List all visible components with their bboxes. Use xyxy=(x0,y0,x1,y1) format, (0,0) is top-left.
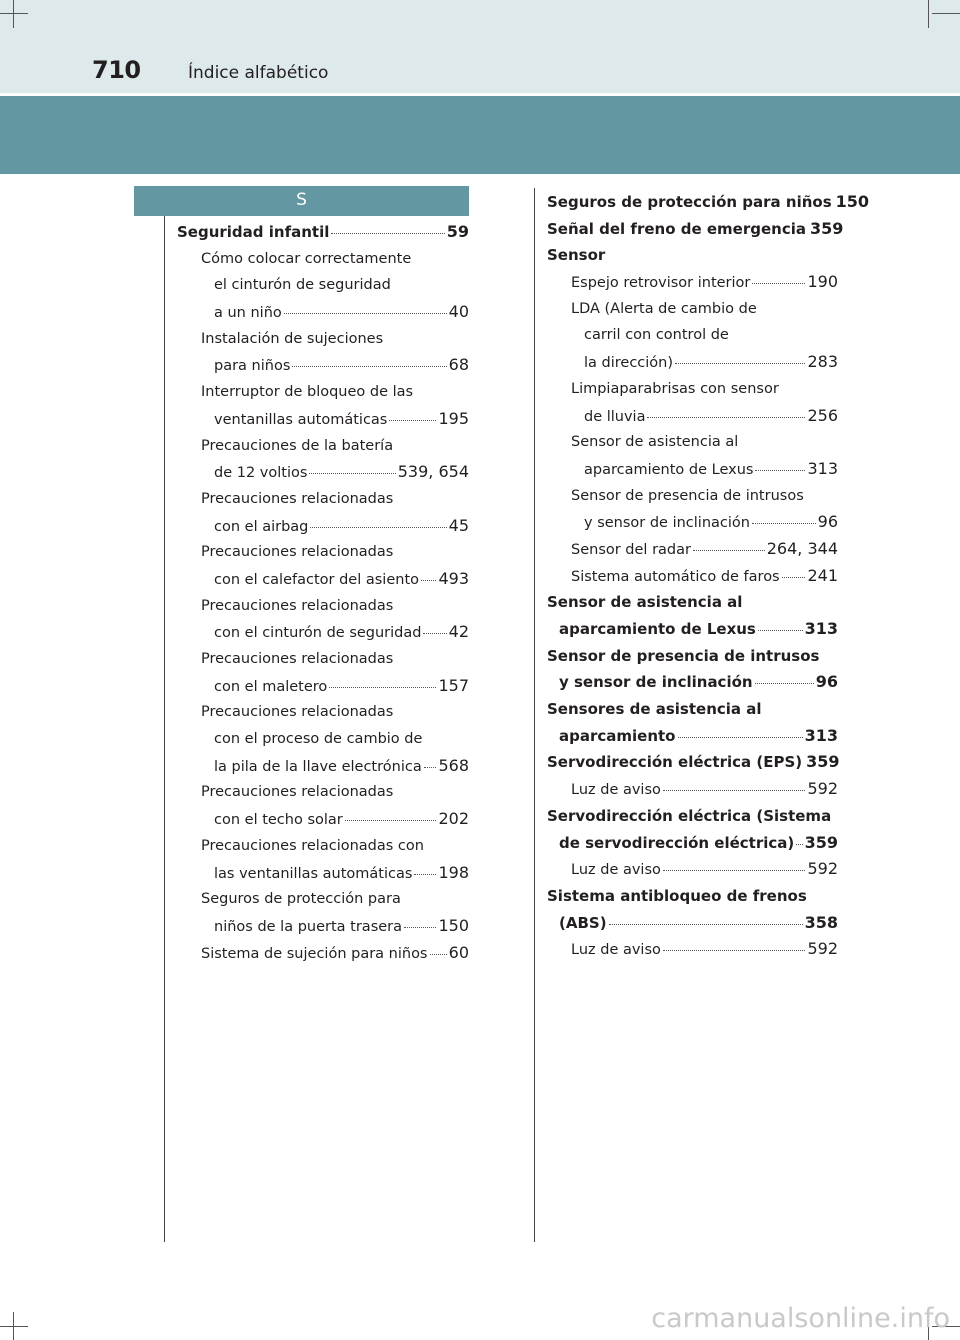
index-entry xyxy=(547,376,838,403)
index-entry-text: Luz de aviso xyxy=(571,782,661,799)
index-entry-text: Precauciones relacionadas xyxy=(201,544,394,561)
index-entry-page: 256 xyxy=(807,405,838,425)
dot-leader xyxy=(663,949,806,951)
dot-leader xyxy=(421,579,436,581)
index-entry xyxy=(547,189,870,216)
index-entry-text: Sistema automático de faros xyxy=(571,568,780,585)
index-entry xyxy=(177,726,469,753)
index-entry xyxy=(547,643,838,670)
index-entry-page: 493 xyxy=(438,568,469,588)
index-entry-page: 195 xyxy=(438,408,469,428)
index-entry-page: 359 xyxy=(809,218,844,238)
index-entry-text: de lluvia xyxy=(584,408,646,425)
index-entry-text: niños de la puerta trasera xyxy=(214,918,403,935)
index-entry-page: 190 xyxy=(807,272,838,292)
index-entry-page: 45 xyxy=(448,515,469,535)
index-entry-page: 313 xyxy=(804,619,838,638)
index-entry-text: Servodirección eléctrica (EPS) xyxy=(547,753,803,772)
section-letter-tab: S xyxy=(134,186,469,216)
index-column-left xyxy=(177,219,469,966)
index-entry-page: 42 xyxy=(448,622,469,642)
index-entry-text: Luz de aviso xyxy=(571,862,661,879)
index-entry-text: y sensor de inclinación xyxy=(559,673,753,692)
dot-leader xyxy=(675,362,805,364)
dot-leader xyxy=(663,869,806,871)
index-entry xyxy=(547,296,838,323)
index-entry-page: 150 xyxy=(438,915,469,935)
index-entry xyxy=(177,486,469,513)
index-entry xyxy=(547,216,844,243)
dot-leader xyxy=(414,873,436,875)
index-entry-text: ventanillas automáticas xyxy=(214,411,388,428)
index-entry xyxy=(177,753,469,780)
index-entry xyxy=(547,910,838,937)
index-entry xyxy=(177,459,469,486)
index-entry-page: 264, 344 xyxy=(766,538,838,558)
index-entry-page: 313 xyxy=(807,458,838,478)
index-entry-page: 40 xyxy=(448,302,469,322)
index-entry-text: Precauciones relacionadas xyxy=(201,651,394,667)
dot-leader xyxy=(430,953,447,955)
dot-leader xyxy=(758,629,803,631)
dot-leader xyxy=(755,469,805,471)
index-entry-text: con el maletero xyxy=(214,678,328,695)
index-entry-page: 157 xyxy=(438,675,469,695)
index-entry xyxy=(547,856,838,883)
index-entry-text: aparcamiento xyxy=(559,726,676,745)
index-entry-page: 592 xyxy=(807,779,838,799)
dot-leader xyxy=(796,843,802,845)
index-entry xyxy=(547,536,838,563)
crop-mark xyxy=(13,0,14,28)
index-entry-text: Precauciones de la batería xyxy=(201,437,394,454)
index-entry xyxy=(547,830,838,857)
index-entry-page: 592 xyxy=(807,939,838,959)
index-entry xyxy=(177,913,469,940)
index-entry xyxy=(177,593,469,620)
index-entry-text: Precauciones relacionadas xyxy=(201,704,394,721)
index-entry-text: Interruptor de bloqueo de las xyxy=(201,384,414,401)
index-entry xyxy=(547,803,838,830)
dot-leader xyxy=(423,632,446,634)
index-entry xyxy=(177,806,469,833)
index-entry xyxy=(177,833,469,860)
crop-mark xyxy=(928,0,929,28)
index-entry xyxy=(177,673,469,700)
index-entry xyxy=(547,429,838,456)
dot-leader xyxy=(404,926,436,928)
index-entry-page: 568 xyxy=(438,755,469,775)
index-entry xyxy=(547,936,838,963)
index-entry-text: la dirección) xyxy=(584,355,674,372)
dot-leader xyxy=(782,576,806,578)
dot-leader xyxy=(329,686,436,688)
index-entry-text: el cinturón de seguridad xyxy=(214,277,391,294)
index-entry-text: LDA (Alerta de cambio de xyxy=(571,300,757,317)
index-entry-page: 313 xyxy=(804,725,838,745)
dot-leader xyxy=(755,682,814,684)
index-entry xyxy=(177,513,469,540)
index-entry-page: 283 xyxy=(807,352,838,372)
index-entry xyxy=(177,860,469,887)
index-entry-text: aparcamiento de Lexus xyxy=(584,461,754,478)
index-entry xyxy=(547,403,838,430)
index-entry-text: con el calefactor del asiento xyxy=(214,571,419,588)
dot-leader xyxy=(752,522,816,524)
index-entry-text: Precauciones relacionadas xyxy=(201,490,394,507)
dot-leader xyxy=(309,472,395,474)
index-entry xyxy=(177,272,469,299)
index-entry-text: aparcamiento de Lexus xyxy=(559,620,756,638)
index-entry-text: Seguros de protección para xyxy=(201,891,401,908)
index-entry-page: 59 xyxy=(446,222,469,241)
index-column-right xyxy=(547,189,870,963)
index-entry xyxy=(177,646,469,673)
index-entry xyxy=(177,379,469,406)
crop-mark xyxy=(932,13,960,14)
left-column-rule xyxy=(164,216,165,1242)
dot-leader xyxy=(345,819,437,821)
index-entry-text: para niños xyxy=(214,358,291,375)
index-entry-text: Señal del freno de emergencia xyxy=(547,219,806,238)
index-entry-text: a un niño xyxy=(214,305,282,322)
index-entry-text: Servodirección eléctrica (Sistema xyxy=(547,806,832,825)
index-entry xyxy=(547,349,838,376)
index-entry-text: Sistema de sujeción para niños xyxy=(201,945,428,962)
page-header xyxy=(0,0,960,93)
index-entry-text: Limpiaparabrisas con sensor xyxy=(571,380,779,397)
index-entry-text: Sensor de presencia de intrusos xyxy=(571,487,804,504)
index-entry-text: de 12 voltios xyxy=(214,465,308,482)
page-number: 710 xyxy=(92,56,141,84)
index-entry-text: Sensores de asistencia al xyxy=(547,700,762,719)
index-entry xyxy=(547,723,838,750)
dot-leader xyxy=(647,416,805,418)
index-entry xyxy=(547,696,838,723)
index-entry-text: con el proceso de cambio de xyxy=(214,731,423,748)
index-entry xyxy=(547,669,838,696)
index-entry-text: de servodirección eléctrica) xyxy=(559,833,795,852)
index-entry-text: las ventanillas automáticas xyxy=(214,865,413,882)
index-entry xyxy=(177,566,469,593)
index-entry-text: con el cinturón de seguridad xyxy=(214,625,422,642)
index-entry-text: Cómo colocar correctamente xyxy=(201,250,412,267)
index-entry-page: 96 xyxy=(815,672,838,692)
index-entry xyxy=(177,779,469,806)
index-entry xyxy=(547,776,838,803)
index-entry xyxy=(547,749,838,776)
header-banner xyxy=(0,96,960,174)
dot-leader xyxy=(310,526,446,528)
index-entry-page: 359 xyxy=(806,752,840,772)
index-entry xyxy=(547,456,838,483)
dot-leader xyxy=(292,365,446,367)
index-entry xyxy=(177,246,469,273)
index-entry xyxy=(547,509,838,536)
index-entry xyxy=(547,483,838,510)
index-entry xyxy=(547,589,838,616)
index-entry-page: 96 xyxy=(817,512,838,532)
index-entry xyxy=(547,269,838,296)
index-entry-text: Sensor xyxy=(547,246,606,265)
index-entry-page: 60 xyxy=(448,942,469,962)
index-entry-text: Sensor de asistencia al xyxy=(571,434,739,451)
index-entry-page: 198 xyxy=(438,862,469,882)
index-entry xyxy=(547,242,838,269)
index-entry-text: Precauciones relacionadas xyxy=(201,784,394,801)
index-entry xyxy=(177,352,469,379)
index-entry xyxy=(177,539,469,566)
page-title: Índice alfabético xyxy=(188,63,329,83)
index-entry-text: la pila de la llave electrónica xyxy=(214,758,422,775)
index-entry-text: Seguros de protección para niños xyxy=(547,193,832,211)
index-entry-page: 539, 654 xyxy=(397,462,469,482)
index-entry-text: Sensor de presencia de intrusos xyxy=(547,646,820,665)
index-entry-text: Sistema antibloqueo de frenos xyxy=(547,886,807,905)
dot-leader xyxy=(678,736,803,738)
index-entry-text: carril con control de xyxy=(584,327,729,344)
index-entry-text: con el airbag xyxy=(214,518,309,535)
index-entry-page: 358 xyxy=(804,912,838,932)
index-entry-text: Seguridad infantil xyxy=(177,223,330,241)
index-entry xyxy=(177,940,469,967)
index-entry-page: 150 xyxy=(835,192,870,211)
index-entry xyxy=(547,883,838,910)
crop-mark xyxy=(0,1326,28,1327)
index-entry xyxy=(177,433,469,460)
crop-mark xyxy=(0,13,28,14)
dot-leader xyxy=(331,232,444,234)
index-entry-text: Luz de aviso xyxy=(571,942,661,959)
index-entry-text: Espejo retrovisor interior xyxy=(571,275,751,292)
index-entry xyxy=(177,219,469,246)
index-entry-page: 202 xyxy=(438,809,469,829)
index-entry-text: Instalación de sujeciones xyxy=(201,330,384,347)
index-entry-text: (ABS) xyxy=(559,913,607,932)
index-entry-text: Precauciones relacionadas xyxy=(201,597,394,614)
index-entry-page: 359 xyxy=(804,832,838,852)
index-entry xyxy=(177,886,469,913)
index-entry-text: y sensor de inclinación xyxy=(584,515,750,532)
index-entry-text: Sensor de asistencia al xyxy=(547,593,743,612)
dot-leader xyxy=(609,923,803,925)
right-column-rule xyxy=(534,188,535,1242)
index-entry-text: con el techo solar xyxy=(214,812,343,829)
index-entry-text: Sensor del radar xyxy=(571,541,691,558)
dot-leader xyxy=(284,312,447,314)
watermark: carmanualsonline.info xyxy=(651,1303,950,1334)
index-entry-text: Precauciones relacionadas con xyxy=(201,837,424,854)
index-entry xyxy=(177,699,469,726)
index-entry xyxy=(177,299,469,326)
index-entry xyxy=(177,619,469,646)
index-entry xyxy=(547,616,838,643)
index-entry xyxy=(547,563,838,590)
dot-leader xyxy=(663,789,806,791)
index-entry xyxy=(177,406,469,433)
index-entry-page: 241 xyxy=(807,565,838,585)
dot-leader xyxy=(693,549,765,551)
dot-leader xyxy=(752,282,805,284)
dot-leader xyxy=(389,419,436,421)
index-entry xyxy=(177,326,469,353)
dot-leader xyxy=(424,766,437,768)
index-entry-page: 68 xyxy=(448,355,469,375)
index-entry-page: 592 xyxy=(807,859,838,879)
index-entry xyxy=(547,322,838,349)
